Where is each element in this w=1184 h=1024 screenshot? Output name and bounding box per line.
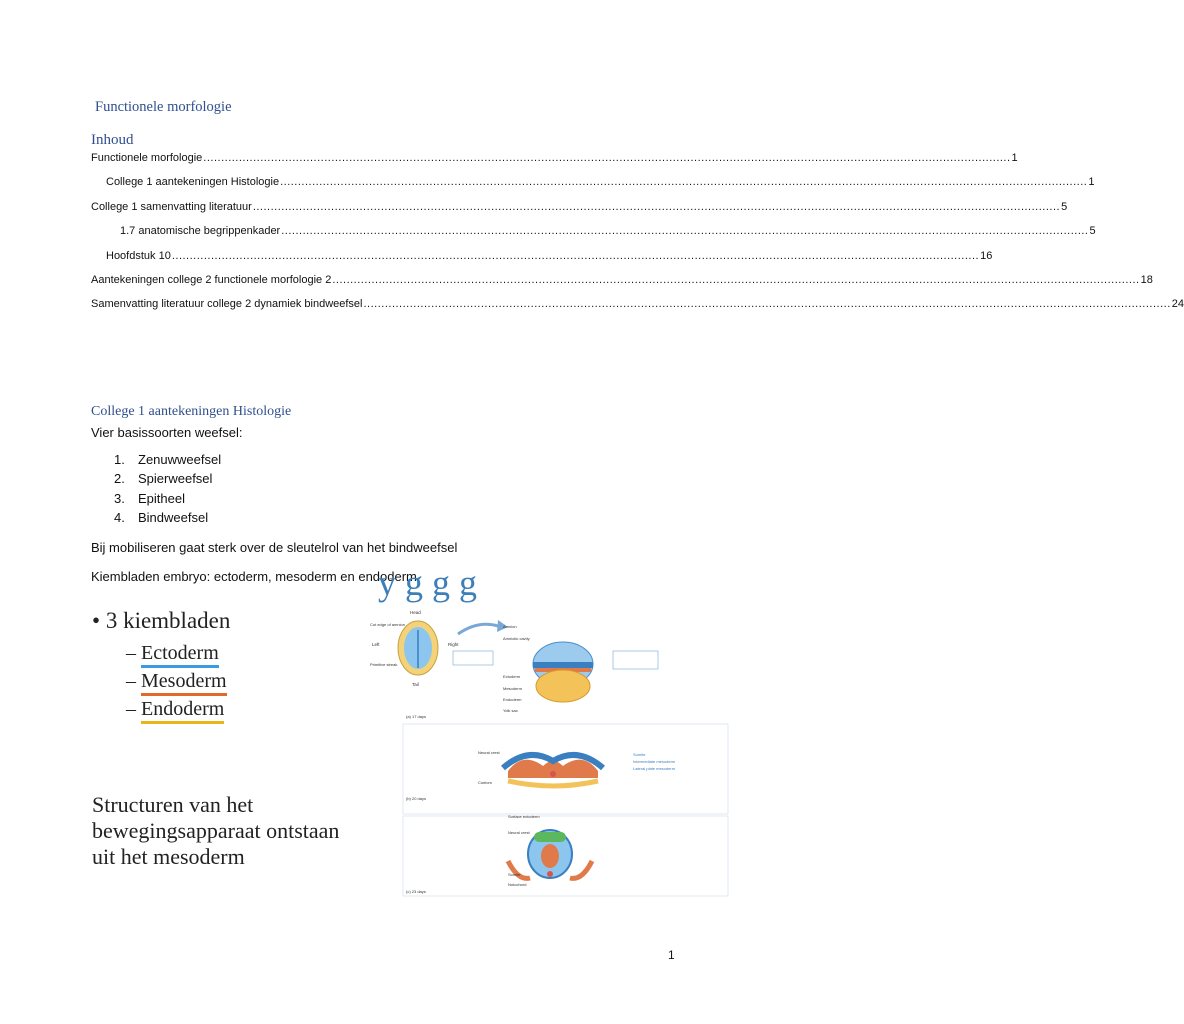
slide-subitem <box>126 670 227 693</box>
panel-b-label: Somite <box>633 752 646 757</box>
list-text: Spierweefsel <box>138 471 213 487</box>
panel-b-caption: (b) 20 days <box>406 796 427 801</box>
toc-entry[interactable] <box>91 225 1096 249</box>
structures-line: bewegingsapparaat ontstaan <box>92 818 340 843</box>
panel-a-label: Endoderm <box>503 697 522 702</box>
list-text: Bindweefsel <box>138 509 209 525</box>
embryo-label: Left <box>372 642 380 647</box>
paragraph-mobilization: Bij mobiliseren gaat sterk over de sleutelrol van het bindweefsel <box>91 540 458 555</box>
toc-leader <box>332 274 1139 286</box>
toc-leader <box>172 250 979 262</box>
panel-b-label: Coelom <box>478 780 492 785</box>
tissue-list <box>114 452 221 529</box>
endoderm-band <box>508 781 598 786</box>
list-number: 4. <box>114 509 125 525</box>
section-intro: Vier basissoorten weefsel: <box>91 425 243 440</box>
panel-c-label: Neural crest <box>508 830 530 835</box>
toc-entry[interactable] <box>91 152 1018 176</box>
panel-b <box>403 724 728 814</box>
toc-entry[interactable] <box>91 273 1153 298</box>
toc-entry-page: 1 <box>1088 176 1095 189</box>
slide-bullet <box>92 608 230 634</box>
arrow-icon <box>458 624 498 634</box>
toc-entry-label: College 1 samenvatting literatuur <box>91 200 252 213</box>
toc-entry-label: Functionele morfologie <box>91 152 203 164</box>
toc-leader <box>281 225 1088 237</box>
panel-a-label: Yolk sac <box>503 708 518 713</box>
slide-subitem <box>126 698 224 721</box>
somite-right <box>570 861 592 878</box>
endoderm-label: Endoderm <box>141 698 224 724</box>
toc-entry-page: 5 <box>1089 225 1096 238</box>
structures-line: Structuren van het <box>92 792 254 817</box>
yolk-sac <box>536 670 590 702</box>
structures-line: uit het mesoderm <box>92 844 245 869</box>
toc-entry-page: 18 <box>1140 273 1153 286</box>
toc-entry-label: Aantekeningen college 2 functionele morfologie 2 <box>91 273 332 286</box>
note-box <box>453 651 493 665</box>
toc-entry[interactable] <box>91 176 1095 200</box>
panel-c-label: Surface ectoderm <box>508 814 540 819</box>
embryo-top-view <box>370 610 459 687</box>
slide-cropped-title: y g g g <box>378 563 477 603</box>
ectoderm-layer <box>533 662 593 668</box>
panel-b-label: Intermediate mesoderm <box>633 759 676 764</box>
toc-entry[interactable] <box>91 298 1184 322</box>
embryo-label: Cut edge of amnion <box>370 622 405 627</box>
toc-entry-page: 5 <box>1061 200 1068 213</box>
embryo-label: Primitive streak <box>370 662 398 667</box>
list-item <box>114 510 221 529</box>
dash-mark: – <box>126 698 136 720</box>
page-number: 1 <box>668 948 675 962</box>
embryo-label: Right <box>448 642 459 647</box>
toc-entry[interactable] <box>91 200 1068 225</box>
neural-crest-shape <box>534 832 566 842</box>
toc-entry-label: Samenvatting literatuur college 2 dynamiek bindweefsel <box>91 298 363 311</box>
list-number: 2. <box>114 471 125 487</box>
neural-tube <box>541 844 559 868</box>
toc-entry-label: College 1 aantekeningen Histologie <box>106 176 280 189</box>
toc-heading: Inhoud <box>91 132 134 148</box>
slide-subitem <box>126 642 219 665</box>
panel-b-label: Neural crest <box>478 750 500 755</box>
panel-a <box>406 624 658 719</box>
slide-bullet-text: 3 kiembladen <box>105 608 231 633</box>
notochord-c <box>547 871 553 877</box>
panel-a-label: Mesoderm <box>503 686 522 691</box>
panel-c-label: Notochord <box>508 882 527 887</box>
panel-c <box>403 814 728 896</box>
toc-entry-page: 24 <box>1171 298 1184 311</box>
ectoderm-label: Ectoderm <box>141 642 219 668</box>
panel-c-caption: (c) 23 days <box>406 889 426 894</box>
list-text: Zenuwweefsel <box>138 452 222 467</box>
section-heading: College 1 aantekeningen Histologie <box>91 404 292 419</box>
bullet-dot: • <box>92 608 106 633</box>
notochord <box>550 771 556 777</box>
panel-a-label: Ectoderm <box>503 674 521 679</box>
list-text: Epitheel <box>138 490 185 506</box>
dash-mark: – <box>126 642 136 664</box>
toc-leader <box>203 152 1010 164</box>
toc-leader <box>253 201 1060 213</box>
toc-entry-label: Hoofdstuk 10 <box>106 249 171 262</box>
dash-mark: – <box>126 670 136 692</box>
embryo-label: Tail <box>412 682 419 687</box>
document-title: Functionele morfologie <box>95 99 232 115</box>
panel-a-caption: (a) 17 days <box>406 714 427 719</box>
toc-leader <box>280 176 1087 188</box>
panel-b-label: Lateral plate mesoderm <box>633 766 676 771</box>
embryo-label: Head <box>410 610 421 615</box>
note-box <box>613 651 658 669</box>
toc-leader <box>364 298 1171 310</box>
list-item <box>114 491 221 510</box>
table-of-contents <box>91 152 1184 323</box>
panel-a-label: Amniotic cavity <box>503 636 530 641</box>
paragraph-germ-layers: Kiembladen embryo: ectoderm, mesoderm en endoderm <box>91 569 417 584</box>
toc-entry-page: 1 <box>1011 152 1018 164</box>
list-number: 1. <box>114 452 125 467</box>
embryo-development-figure <box>358 606 728 896</box>
toc-entry-label: 1.7 anatomische begrippenkader <box>120 225 281 238</box>
structures-text <box>92 792 339 870</box>
toc-entry-page: 16 <box>980 249 993 262</box>
panel-a-label: Amnion <box>503 624 517 629</box>
toc-entry[interactable] <box>91 249 993 274</box>
list-item <box>114 471 221 490</box>
list-item <box>114 452 221 471</box>
list-number: 3. <box>114 490 125 506</box>
panel-c-label: Somite <box>508 872 521 877</box>
mesoderm-label: Mesoderm <box>141 670 227 696</box>
